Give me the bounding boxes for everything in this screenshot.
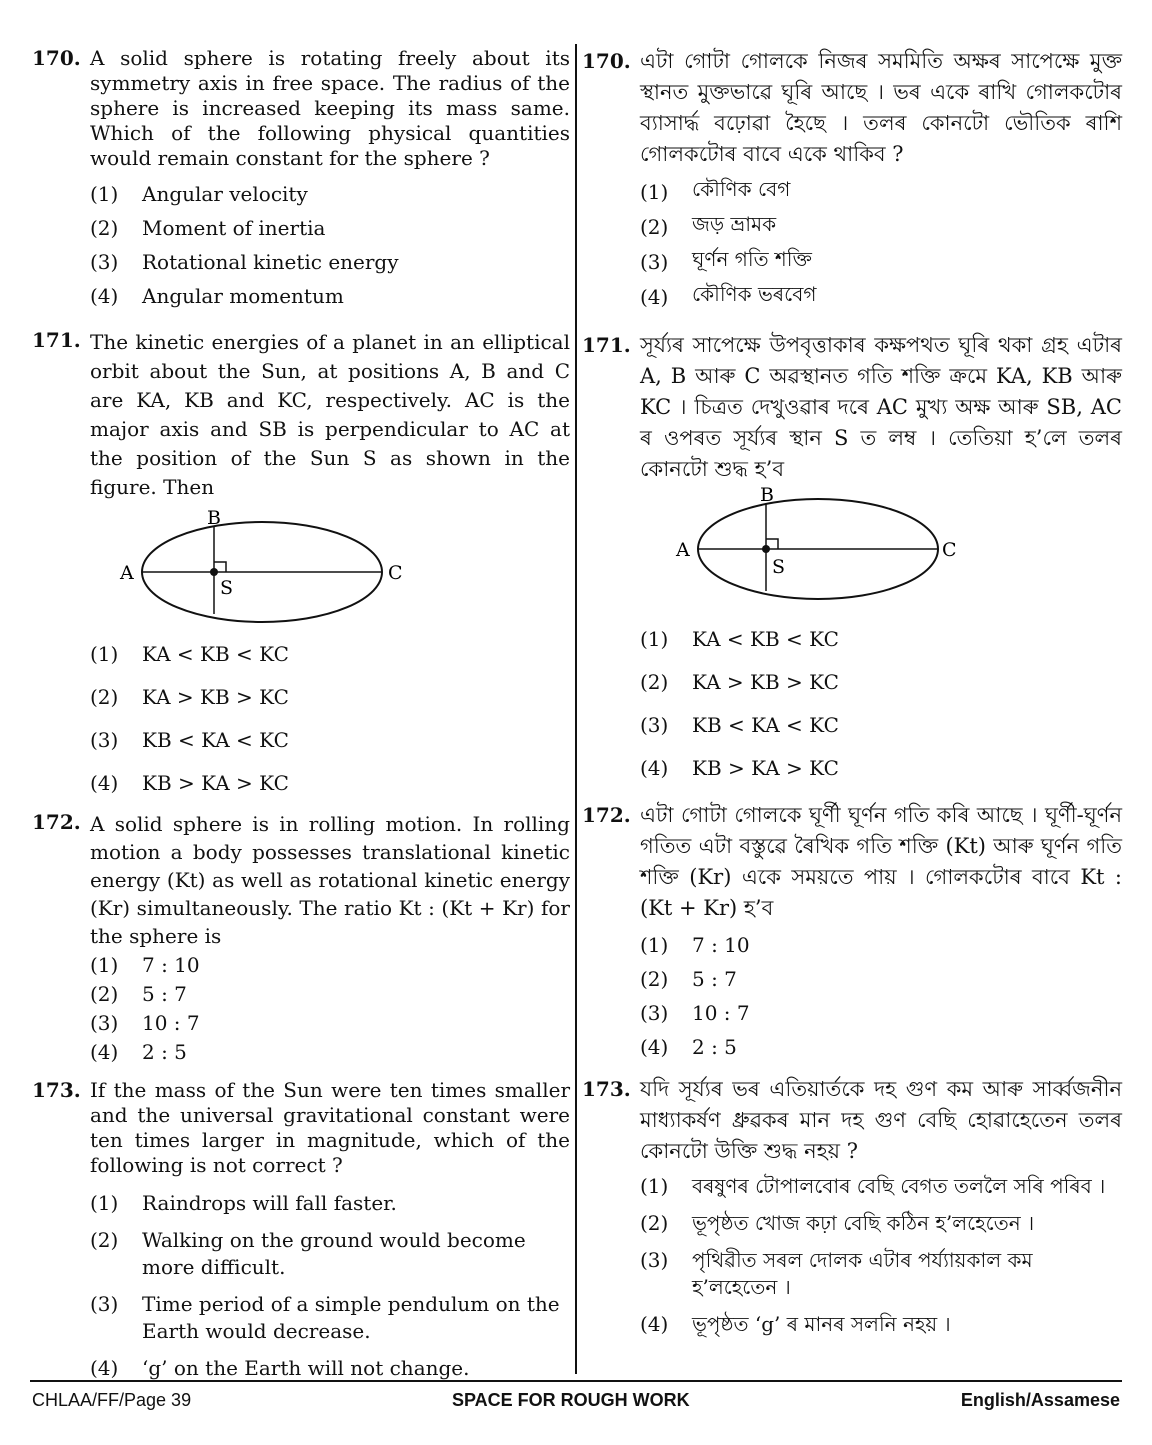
- question-number: 171.: [32, 328, 81, 352]
- question-text: যদি সূৰ্য্যৰ ভৰ এতিয়াৰ্তকে দহ গুণ কম আৰু সাৰ্ব্বজনীন মাধ্যাকৰ্ষণ ধ্ৰুৱকৰ মান দহ গুণ বেছি হোৱাহেতেন তলৰ কোনটো উক্তি শুদ্ধ নহয় ?: [640, 1077, 1122, 1163]
- question-172-as: [582, 800, 1122, 1064]
- question-text: A solid sphere is in rolling motion. In rolling motion a body possesses translational kinetic energy (Kt) as well as rotational kinetic energy (Kr) simultaneously. The ratio Kt : (Kt + Kr) for the sphere is: [90, 812, 570, 948]
- option-1: (1) বৰষুণৰ টোপালবোৰ বেছি বেগত তললৈ সৰি পৰিব ।: [640, 1174, 1106, 1198]
- question-170-as: [582, 46, 1122, 314]
- option-3: (3) Rotational kinetic energy: [90, 250, 399, 274]
- question-number: 173.: [582, 1077, 631, 1101]
- footer-rule: [30, 1380, 1122, 1382]
- question-173-en: [32, 1078, 570, 1392]
- question-text: এটা গোটা গোলকে ঘূৰ্ণী ঘূৰ্ণন গতি কৰি আছে । ঘূৰ্ণী-ঘূৰ্ণন গতিত এটা বস্তুৱে ৰৈখিক গতি শক্তি (Kt) আৰু ঘূৰ্ণন গতি শক্তি (Kr) একে সময়তে পায় । গোলকটোৰ বাবে Kt : (Kt + Kr) হ’ব: [640, 803, 1122, 920]
- option-4: (4) 2 : 5: [90, 1039, 187, 1064]
- ellipse-orbit-figure: [640, 485, 1122, 617]
- option-3: (3) 10 : 7: [90, 1010, 200, 1035]
- option-4: (4) KB > KA > KC: [90, 770, 289, 795]
- question-number: 172.: [582, 803, 631, 827]
- question-number: 170.: [582, 49, 631, 73]
- label-a: A: [676, 539, 690, 561]
- question-text: The kinetic energies of a planet in an elliptical orbit about the Sun, at positions A, B and C are KA, KB and KC, respectively. AC is the major axis and SB is perpendicular to AC at the position of the Sun S as shown in the figure. Then: [90, 330, 570, 499]
- question-173-as: [582, 1074, 1122, 1348]
- footer-rough-work: SPACE FOR ROUGH WORK: [452, 1390, 690, 1410]
- question-number: 170.: [32, 46, 81, 70]
- option-2: (2) জড় ভ্ৰামক: [640, 212, 777, 239]
- option-1: (1) Raindrops will fall faster.: [90, 1191, 397, 1215]
- label-s: S: [772, 556, 786, 578]
- option-3: (3) পৃথিৱীত সৰল দোলক এটাৰ পৰ্য্যায়কাল কম হ’লহেতেন ।: [640, 1248, 1033, 1299]
- option-4: (4) ‘g’ on the Earth will not change.: [90, 1356, 470, 1380]
- option-1: (1) 7 : 10: [640, 933, 750, 957]
- option-2: (2) ভূপৃষ্ঠত খোজ কঢ়া বেছি কঠিন হ’লহেতেন ।: [640, 1211, 1035, 1235]
- footer-page-code: CHLAA/FF/Page 39: [32, 1390, 192, 1410]
- label-c: C: [388, 562, 403, 584]
- option-3: (3) Time period of a simple pendulum on the Earth would decrease.: [90, 1292, 560, 1343]
- option-2: (2) Walking on the ground would become more difficult.: [90, 1228, 526, 1279]
- option-3: (3) KB < KA < KC: [640, 712, 839, 737]
- option-2: (2) KA > KB > KC: [90, 684, 289, 709]
- label-c: C: [942, 539, 957, 561]
- sun-point: [210, 568, 218, 576]
- option-4: (4) কৌণিক ভৰবেগ: [640, 282, 817, 309]
- option-4: (4) 2 : 5: [640, 1035, 737, 1059]
- option-2: (2) KA > KB > KC: [640, 669, 839, 694]
- question-170-en: [32, 46, 570, 313]
- footer-language: English/Assamese: [960, 1390, 1120, 1410]
- option-3: (3) ঘূৰ্ণন গতি শক্তি: [640, 247, 812, 274]
- question-171-en: [32, 328, 570, 804]
- label-b: B: [760, 484, 774, 506]
- option-4: (4) Angular momentum: [90, 284, 344, 308]
- question-page: [32, 44, 1122, 1380]
- question-text: এটা গোটা গোলকে নিজৰ সমমিতি অক্ষৰ সাপেক্ষে মুক্ত স্থানত মুক্তভাৱে ঘূৰি আছে । ভৰ একে ৰাখি গোলকটোৰ ব্যাসাৰ্দ্ধ বঢ়োৱা হৈছে । তলৰ কোনটো ভৌতিক ৰাশি গোলকটোৰ বাবে একে থাকিব ?: [640, 49, 1122, 166]
- option-1: (1) কৌণিক বেগ: [640, 177, 791, 204]
- option-1: (1) Angular velocity: [90, 182, 308, 206]
- question-text: A solid sphere is rotating freely about its symmetry axis in free space. The radius of the sphere is increased keeping its mass same. Which of the following physical quantities would remain constant for the sphere ?: [90, 46, 570, 170]
- ellipse-orbit-figure: [92, 502, 570, 632]
- option-4: (4) KB > KA > KC: [640, 755, 839, 780]
- question-172-en: [32, 810, 570, 1066]
- option-4: (4) ভূপৃষ্ঠত ‘g’ ৰ মানৰ সলনি নহয় ।: [640, 1312, 951, 1336]
- question-number: 172.: [32, 810, 81, 834]
- question-171-as: [582, 330, 1122, 789]
- question-text: সূৰ্য্যৰ সাপেক্ষে উপবৃত্তাকাৰ কক্ষপথত ঘূৰি থকা গ্ৰহ এটাৰ A, B আৰু C অৱস্থানত গতি শক্তি ক্ৰমে KA, KB আৰু KC । চিত্ৰত দেখুওৱাৰ দৰে AC মুখ্য অক্ষ আৰু SB, AC ৰ ওপৰত সূৰ্য্যৰ স্থান S ত লম্ব । তেতিয়া হ’লে তলৰ কোনটো শুদ্ধ হ’ব: [640, 333, 1122, 481]
- option-2: (2) Moment of inertia: [90, 216, 326, 240]
- label-a: A: [120, 562, 134, 584]
- option-1: (1) 7 : 10: [90, 952, 200, 977]
- column-divider: [575, 44, 577, 1374]
- option-3: (3) KB < KA < KC: [90, 727, 289, 752]
- option-1: (1) KA < KB < KC: [90, 641, 289, 666]
- option-3: (3) 10 : 7: [640, 1001, 750, 1025]
- option-1: (1) KA < KB < KC: [640, 626, 839, 651]
- label-b: B: [207, 507, 221, 529]
- option-2: (2) 5 : 7: [90, 981, 187, 1006]
- option-2: (2) 5 : 7: [640, 967, 737, 991]
- label-s: S: [220, 577, 234, 599]
- question-text: If the mass of the Sun were ten times smaller and the universal gravitational constant were ten times larger in magnitude, which of the following is not correct ?: [90, 1078, 570, 1177]
- sun-point: [762, 545, 770, 553]
- question-number: 171.: [582, 333, 631, 357]
- question-number: 173.: [32, 1078, 81, 1102]
